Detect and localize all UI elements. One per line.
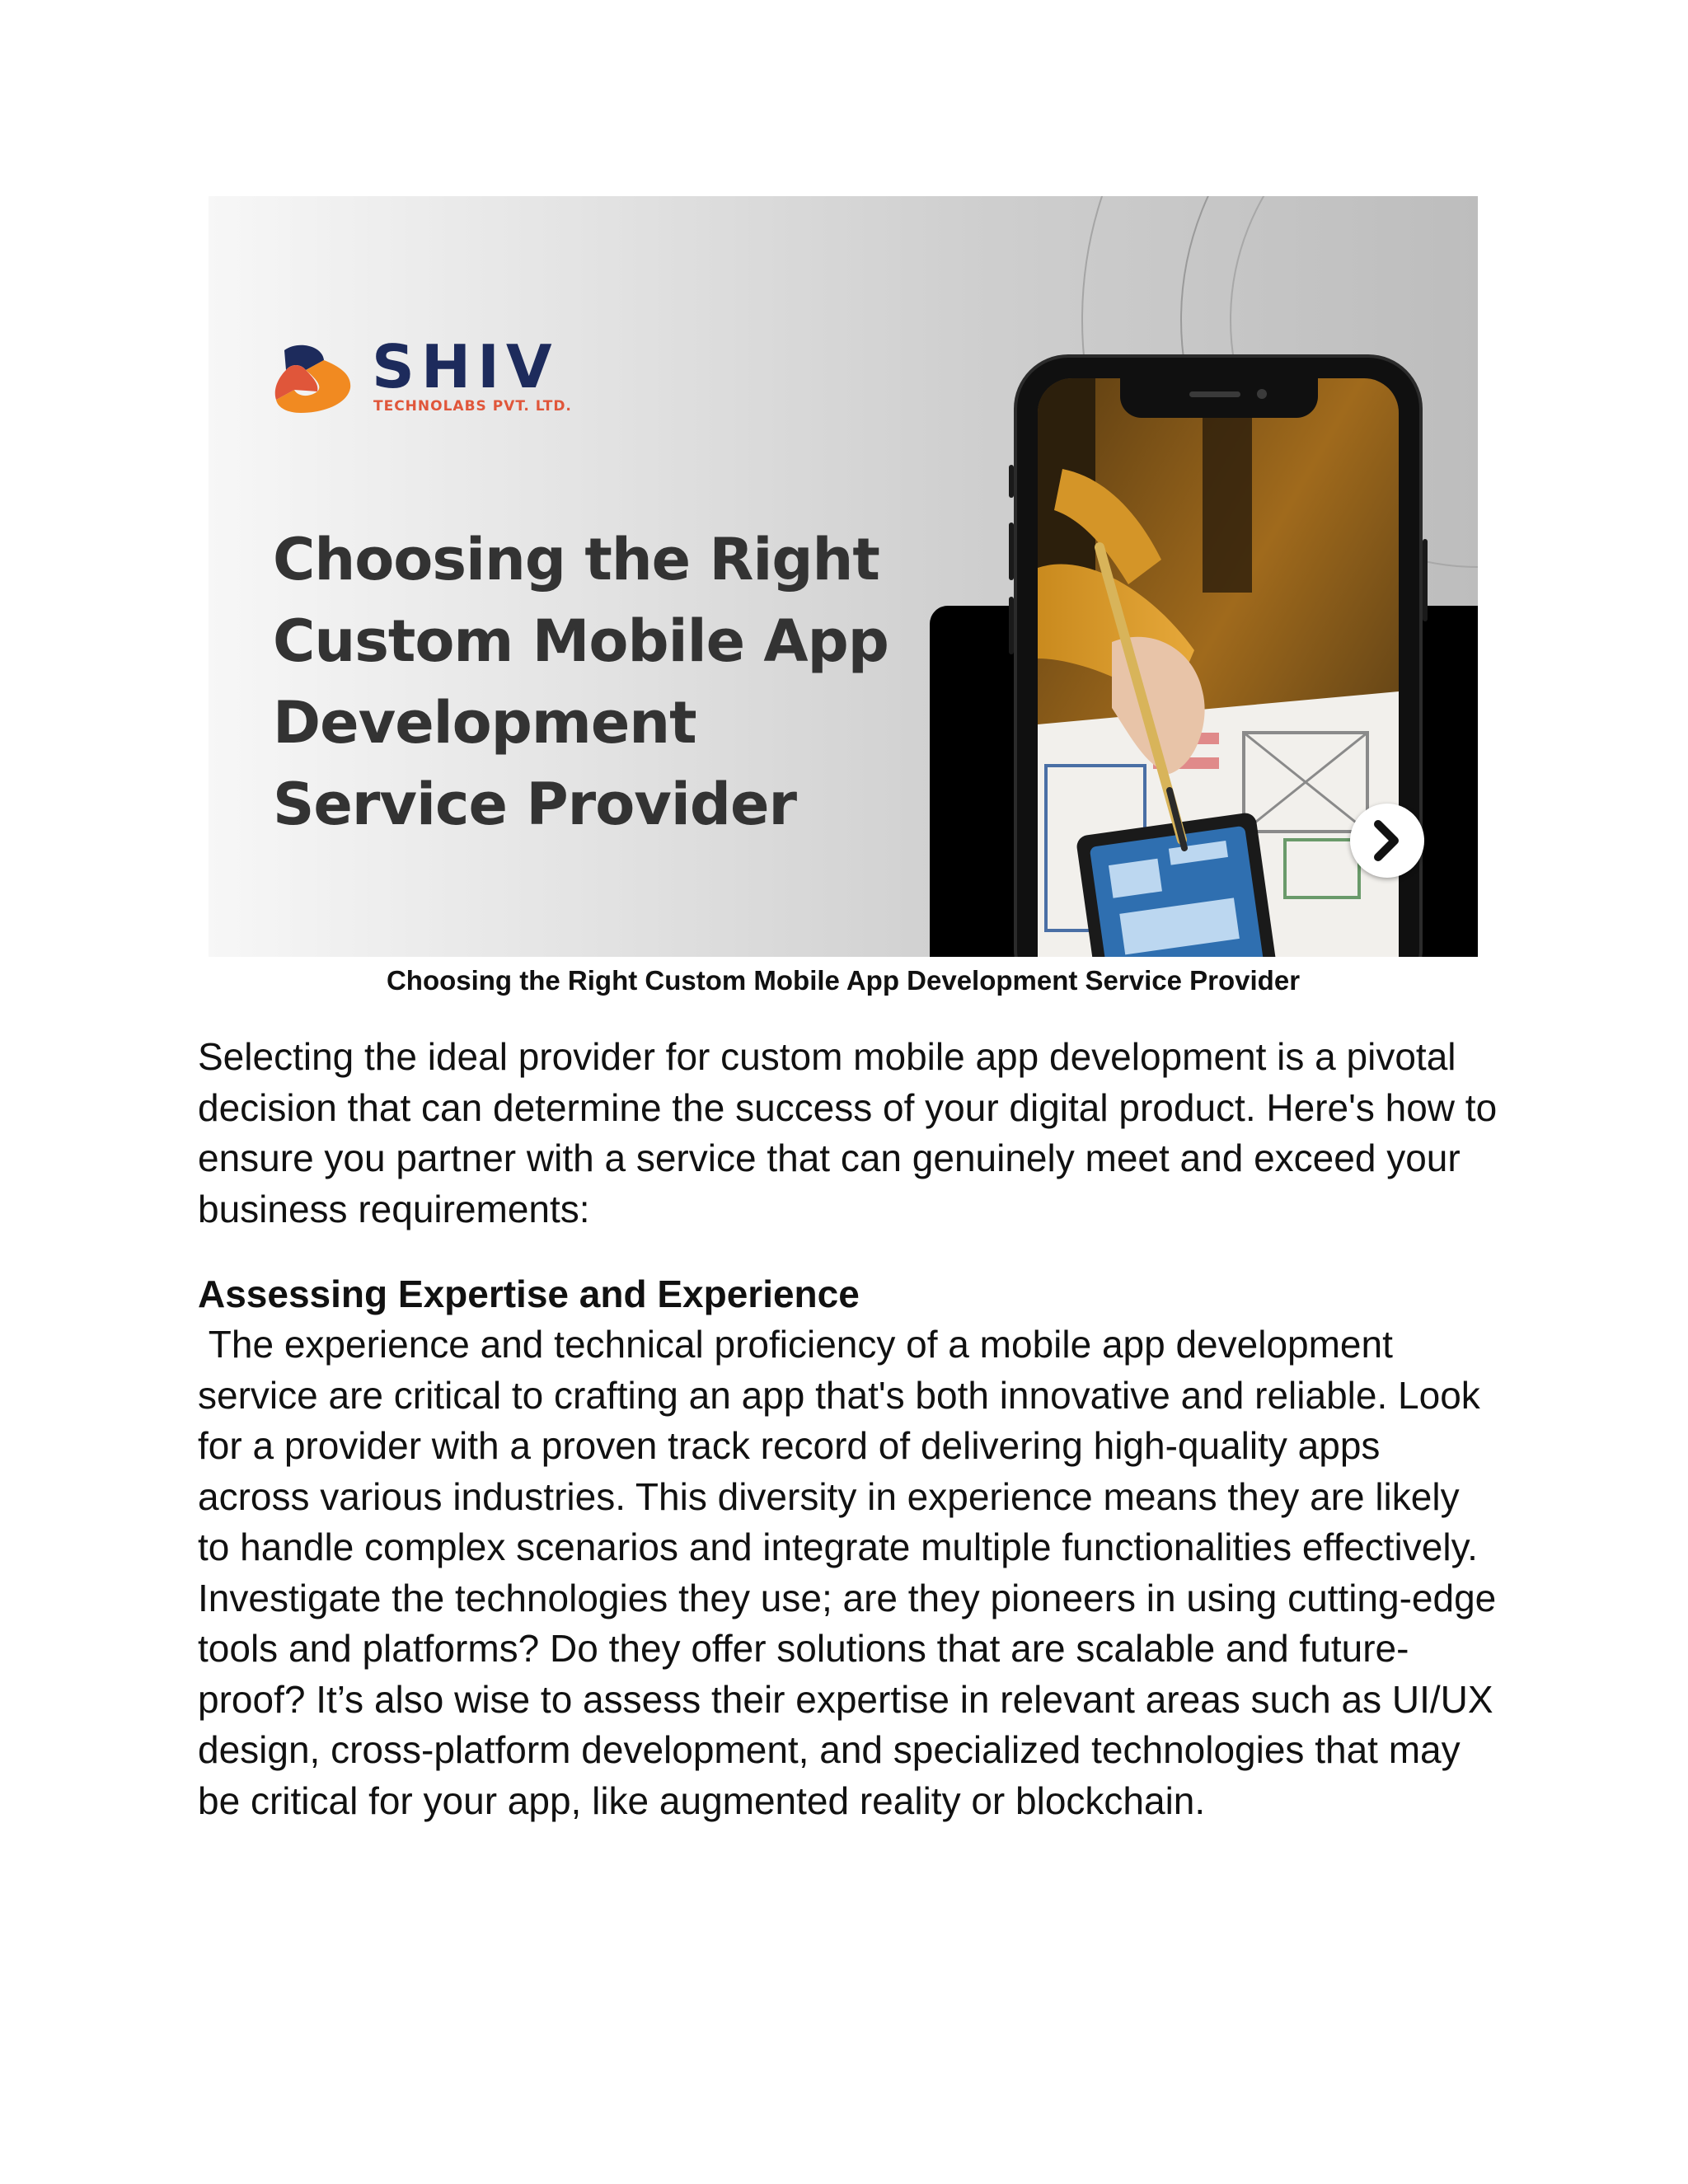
hero-banner-image	[209, 196, 1478, 957]
next-slide-button[interactable]	[1350, 804, 1424, 878]
phone-volume-button	[1009, 523, 1014, 580]
phone-notch	[1120, 378, 1318, 418]
image-caption: Choosing the Right Custom Mobile App Development Service Provider	[386, 965, 1301, 996]
logo-subtitle: TECHNOLABS PVT. LTD.	[373, 398, 572, 415]
logo-mark-icon	[273, 342, 355, 416]
intro-paragraph: Selecting the ideal provider for custom mobile app development is a pivotal decision that can determine the success of your digital product. Here's how to ensure you partner with a service that can genuinely meet and exceed your business requirements:	[198, 1035, 1498, 1230]
phone-camera	[1257, 389, 1267, 399]
phone-side-button	[1009, 465, 1014, 498]
phone-volume-button	[1009, 597, 1014, 654]
phone-speaker	[1189, 391, 1240, 397]
phone-power-button	[1423, 539, 1428, 621]
phone-screen-photo	[1038, 378, 1399, 957]
banner-title: Choosing the Right Custom Mobile App Development Service Provider	[273, 526, 889, 838]
hand-with-pen-photo	[1038, 378, 1399, 957]
company-logo	[273, 332, 572, 424]
chevron-right-icon	[1350, 804, 1424, 878]
section-paragraph: The experience and technical proficiency of a mobile app development service are critical to crafting an app that's both innovative and reliable. Look for a provider with a proven track record of delivering high-quality apps across various industries. This diversity in experience means they are likely to handle complex scenarios and integrate multiple functionalities effectively. Investigate the technologies they use; are they pioneers in using cutting-edge tools and platforms? Do they offer solutions that are scalable and future-proof? It’s also wise to assess their expertise in relevant areas such as UI/UX design, cross-platform development, and specialized technologies that may be critical for your app, like augmented reality or blockchain.	[198, 1323, 1507, 1822]
section-heading: Assessing Expertise and Experience	[198, 1272, 860, 1315]
logo-wordmark: SHIV	[372, 332, 559, 401]
